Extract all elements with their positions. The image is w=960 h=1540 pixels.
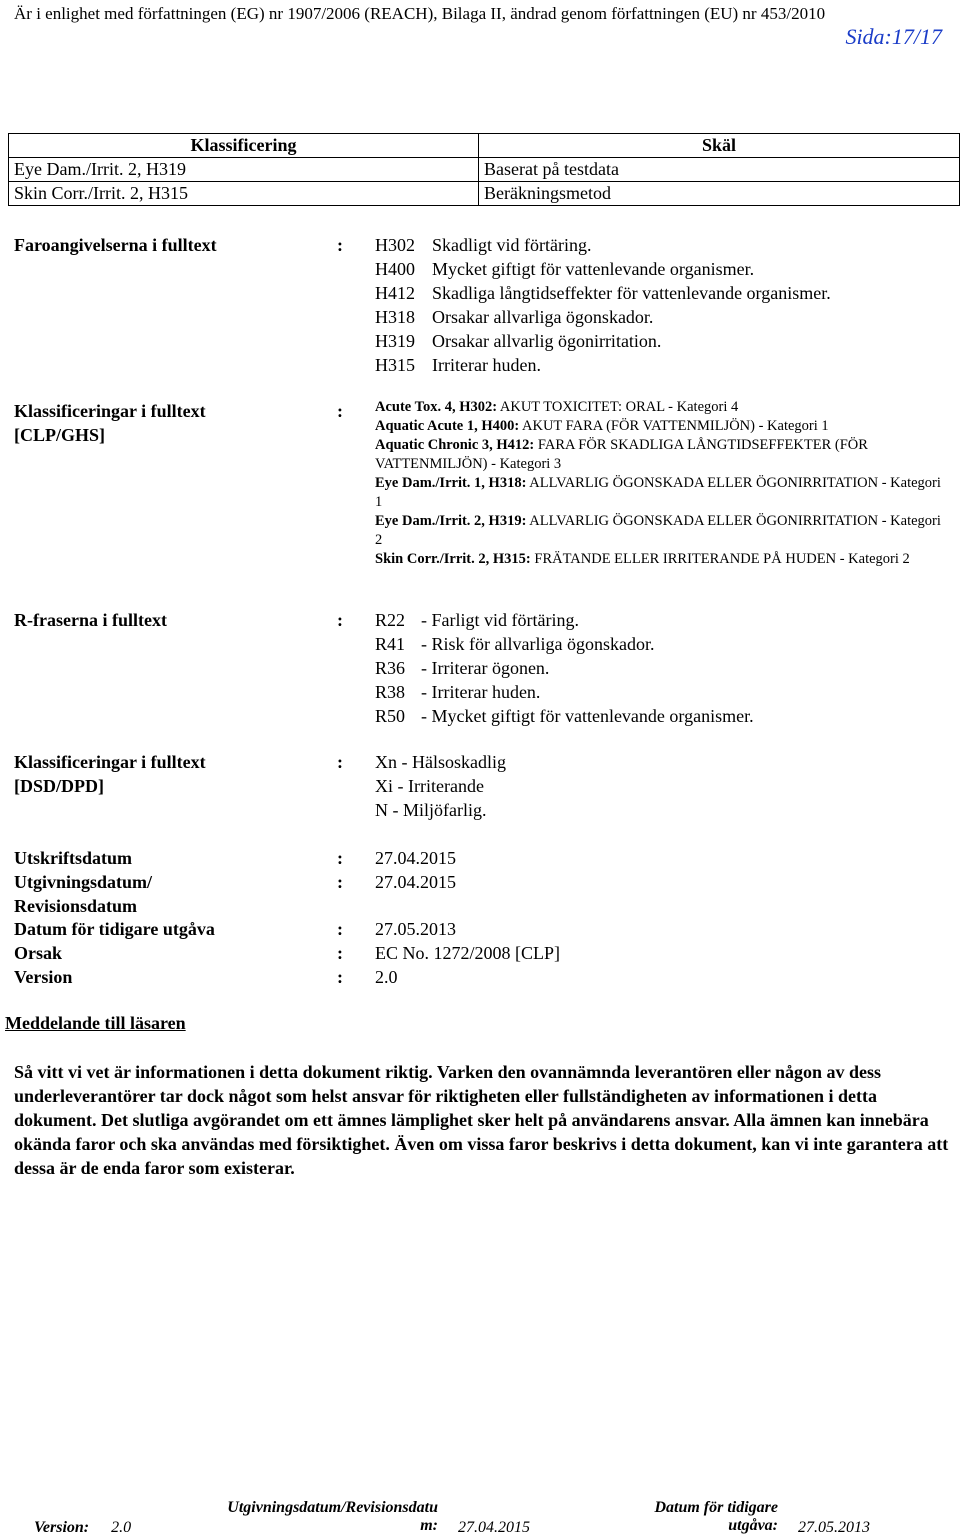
dsd-item: Xn - Hälsoskadlig <box>375 752 506 772</box>
colon: : <box>337 752 343 772</box>
clp-item: Aquatic Acute 1, H400: AKUT FARA (FÖR VATTENMILJÖN) - Kategori 1 <box>375 418 829 434</box>
footer-issue-label: Utgivningsdatum/Revisionsdatu m: <box>227 1499 438 1534</box>
dsd-item: N - Miljöfarlig. <box>375 800 487 820</box>
dsd-list <box>375 750 506 822</box>
classification-table <box>8 133 960 206</box>
clp-list <box>375 398 950 569</box>
r-phrase-item: R38 - Irriterar huden. <box>375 682 541 702</box>
colon: : <box>337 919 343 939</box>
r-phrase-item: R22 - Farligt vid förtäring. <box>375 610 579 630</box>
previous-edition-value: 27.05.2013 <box>375 919 456 939</box>
hazard-item: H400 Mycket giftigt för vattenlevande organismer. <box>375 259 755 279</box>
hazard-list <box>375 233 831 377</box>
hazard-item: H302 Skadligt vid förtäring. <box>375 235 592 255</box>
r-phrase-item: R41 - Risk för allvarliga ögonskador. <box>375 634 655 654</box>
r-phrases-label: R-fraserna i fulltext <box>14 610 167 630</box>
colon: : <box>337 848 343 868</box>
version-label: Version <box>14 967 73 987</box>
table-row <box>9 182 960 206</box>
colon: : <box>337 872 343 892</box>
colon: : <box>337 610 343 630</box>
r-phrase-item: R36 - Irriterar ögonen. <box>375 658 550 678</box>
issue-date-value: 27.04.2015 <box>375 872 456 892</box>
footer-previous-value: 27.05.2013 <box>798 1519 870 1536</box>
dsd-section-label: Klassificeringar i fulltext [DSD/DPD] <box>14 752 206 796</box>
clp-item: Acute Tox. 4, H302: AKUT TOXICITET: ORAL - Kategori 4 <box>375 399 739 415</box>
r-phrase-item: R50 - Mycket giftigt för vattenlevande organismer. <box>375 706 754 726</box>
clp-item: Eye Dam./Irrit. 1, H318: ALLVARLIG ÖGONSKADA ELLER ÖGONIRRITATION - Kategori 1 <box>375 475 941 510</box>
table-cell: Skin Corr./Irrit. 2, H315 <box>9 182 479 206</box>
hazard-item: H318 Orsakar allvarliga ögonskador. <box>375 307 654 327</box>
r-phrases-list <box>375 608 754 728</box>
column-header-classification: Klassificering <box>9 134 479 158</box>
page-number: Sida:17/17 <box>845 24 942 49</box>
footer-version <box>34 1519 131 1537</box>
issue-date-label: Utgivningsdatum/ Revisionsdatum <box>14 872 153 916</box>
clp-item: Eye Dam./Irrit. 2, H319: ALLVARLIG ÖGONSKADA ELLER ÖGONIRRITATION - Kategori 2 <box>375 513 941 548</box>
footer-issue-value: 27.04.2015 <box>458 1519 530 1536</box>
clp-item: Skin Corr./Irrit. 2, H315: FRÄTANDE ELLER IRRITERANDE PÅ HUDEN - Kategori 2 <box>375 551 910 567</box>
reader-notice-text: Så vitt vi vet är informationen i detta dokument riktig. Varken den ovannämnda leverantören eller någon av dess underleverantörer tar dock något som helst ansvar för riktigheten eller fullständigheten av informationen i detta dokument. Det slutliga avgörandet om ett ämnes lämplighet sker helt på användarens ansvar. Alla ämnen kan innebära okända faror och ska användas med försiktighet. Även om vissa faror beskrivs i detta dokument, kan vi inte garantera att dessa är de enda faror som existerar. <box>14 1062 949 1178</box>
print-date-label: Utskriftsdatum <box>14 848 133 868</box>
footer-previous-label: Datum för tidigare utgåva: <box>654 1499 778 1534</box>
hazard-item: H315 Irriterar huden. <box>375 355 541 375</box>
table-cell: Beräkningsmetod <box>479 182 960 206</box>
previous-edition-label: Datum för tidigare utgåva <box>14 919 215 939</box>
table-cell: Baserat på testdata <box>479 158 960 182</box>
regulation-header: Är i enlighet med författningen (EG) nr 1907/2006 (REACH), Bilaga II, ändrad genom författningen (EU) nr 453/2010 <box>14 4 826 23</box>
reason-label: Orsak <box>14 943 63 963</box>
hazard-item: H319 Orsakar allvarlig ögonirritation. <box>375 331 662 351</box>
clp-section-label: Klassificeringar i fulltext [CLP/GHS] <box>14 401 206 445</box>
clp-item: Aquatic Chronic 3, H412: FARA FÖR SKADLIGA LÅNGTIDSEFFEKTER (FÖR VATTENMILJÖN) - Kategori 3 <box>375 437 868 472</box>
print-date-value: 27.04.2015 <box>375 848 456 868</box>
dsd-item: Xi - Irriterande <box>375 776 484 796</box>
table-cell: Eye Dam./Irrit. 2, H319 <box>9 158 479 182</box>
reader-notice-title: Meddelande till läsaren <box>5 1013 186 1033</box>
footer-version-label: Version: <box>34 1519 90 1536</box>
reason-value: EC No. 1272/2008 [CLP] <box>375 943 561 963</box>
hazard-section-label: Faroangivelserna i fulltext <box>14 235 217 255</box>
table-row <box>9 158 960 182</box>
colon: : <box>337 943 343 963</box>
hazard-item: H412 Skadliga långtidseffekter för vattenlevande organismer. <box>375 283 831 303</box>
colon: : <box>337 967 343 987</box>
colon: : <box>337 235 343 255</box>
table-header-row <box>9 134 960 158</box>
version-value: 2.0 <box>375 967 398 987</box>
footer-version-value: 2.0 <box>111 1519 132 1536</box>
colon: : <box>337 401 343 421</box>
column-header-reason: Skäl <box>479 134 960 158</box>
